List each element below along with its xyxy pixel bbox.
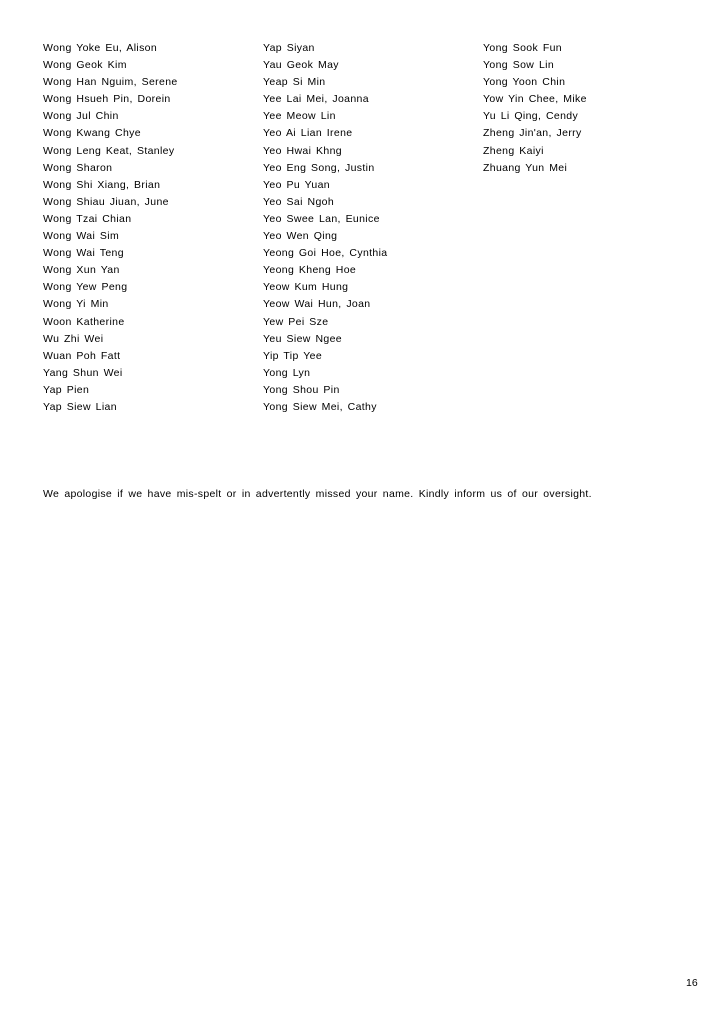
name-entry: Yee Meow Lin	[263, 110, 336, 123]
name-entry: Wong Yi Min	[43, 298, 109, 311]
name-entry: Yeo Swee Lan, Eunice	[263, 212, 380, 225]
name-entry: Wong Leng Keat, Stanley	[43, 144, 175, 157]
name-list	[43, 40, 683, 416]
name-entry: Yang Shun Wei	[43, 366, 123, 379]
name-column-1	[43, 40, 263, 416]
name-entry: Yeap Si Min	[263, 76, 326, 89]
name-entry: Zheng Jin'an, Jerry	[483, 127, 582, 140]
name-column-3	[483, 40, 683, 416]
name-entry: Zheng Kaiyi	[483, 144, 544, 157]
name-entry: Wong Kwang Chye	[43, 127, 141, 140]
name-entry: Wong Tzai Chian	[43, 212, 132, 225]
name-entry: Yong Yoon Chin	[483, 76, 566, 89]
name-entry: Yeong Kheng Hoe	[263, 264, 357, 277]
name-entry: Zhuang Yun Mei	[483, 161, 568, 174]
name-entry: Yap Siyan	[263, 42, 315, 54]
name-entry: Wong Shiau Jiuan, June	[43, 195, 169, 208]
name-entry: Yeu Siew Ngee	[263, 332, 342, 345]
name-entry: Yeo Sai Ngoh	[263, 195, 335, 208]
name-entry: Wong Shi Xiang, Brian	[43, 178, 161, 191]
name-entry: Yeow Kum Hung	[263, 281, 349, 294]
name-column-2	[263, 40, 483, 416]
name-entry: Yap Siew Lian	[43, 400, 117, 413]
name-entry: Wuan Poh Fatt	[43, 349, 121, 362]
name-entry: Wong Hsueh Pin, Dorein	[43, 93, 171, 106]
name-entry: Yip Tip Yee	[263, 349, 323, 362]
name-entry: Wong Xun Yan	[43, 264, 120, 277]
apology-note: We apologise if we have mis-spelt or in advertently missed your name. Kindly inform us of our oversight.	[43, 488, 592, 500]
name-entry: Yeo Pu Yuan	[263, 178, 330, 191]
name-entry: Yeong Goi Hoe, Cynthia	[263, 247, 388, 260]
name-entry: Wong Sharon	[43, 161, 113, 174]
name-entry: Yong Shou Pin	[263, 383, 340, 396]
name-entry: Yee Lai Mei, Joanna	[263, 93, 369, 106]
name-entry: Yeo Eng Song, Justin	[263, 161, 375, 174]
name-entry: Wong Wai Teng	[43, 247, 124, 260]
name-entry: Yong Sow Lin	[483, 59, 555, 72]
name-entry: Wong Han Nguim, Serene	[43, 76, 178, 89]
name-entry: Yong Lyn	[263, 366, 311, 379]
name-entry: Wong Jul Chin	[43, 110, 119, 123]
name-entry: Yeo Ai Lian Irene	[263, 127, 353, 140]
page-number: 16	[686, 977, 698, 989]
name-entry: Yeo Wen Qing	[263, 230, 338, 243]
name-entry: Yong Sook Fun	[483, 42, 562, 54]
name-entry: Wong Wai Sim	[43, 230, 120, 243]
name-entry: Wu Zhi Wei	[43, 332, 104, 345]
name-entry: Woon Katherine	[43, 315, 125, 328]
name-entry: Yong Siew Mei, Cathy	[263, 400, 377, 413]
name-entry: Wong Yoke Eu, Alison	[43, 42, 158, 54]
name-entry: Wong Yew Peng	[43, 281, 128, 294]
name-entry: Yap Pien	[43, 383, 90, 396]
name-entry: Yau Geok May	[263, 59, 339, 72]
name-entry: Yu Li Qing, Cendy	[483, 110, 579, 123]
name-entry: Wong Geok Kim	[43, 59, 127, 72]
name-entry: Yew Pei Sze	[263, 315, 329, 328]
name-entry: Yeo Hwai Khng	[263, 144, 342, 157]
name-entry: Yeow Wai Hun, Joan	[263, 298, 371, 311]
name-entry: Yow Yin Chee, Mike	[483, 93, 587, 106]
